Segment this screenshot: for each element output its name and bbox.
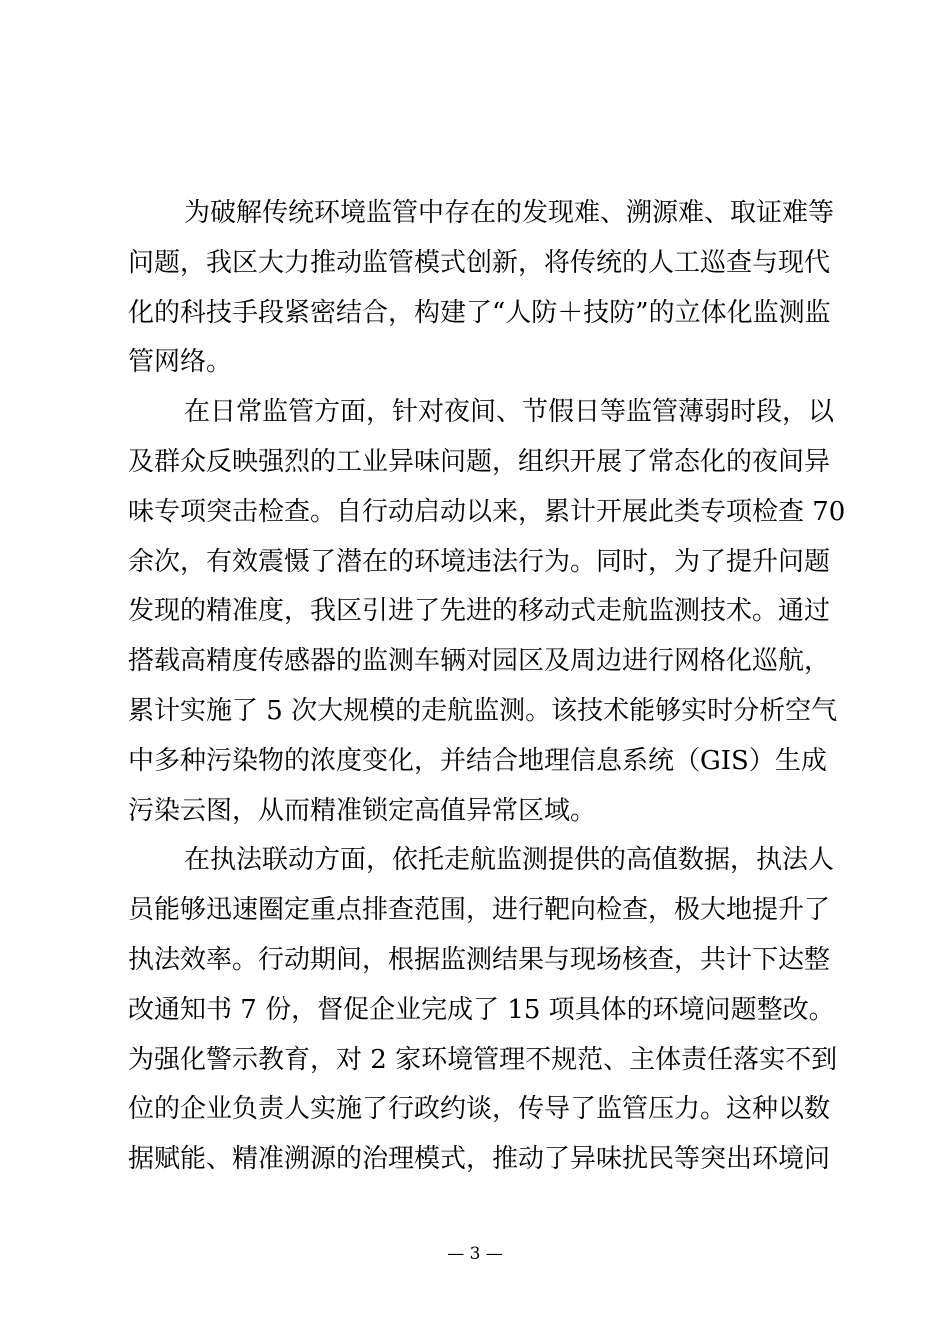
text-line: 累计实施了 5 次大规模的走航监测。该技术能够实时分析空气 [128, 695, 838, 726]
text-line: 发现的精准度，我区引进了先进的移动式走航监测技术。通过 [128, 596, 831, 627]
paragraph [128, 392, 846, 840]
text-line: 余次，有效震慑了潜在的环境违法行为。同时，为了提升问题 [128, 546, 831, 577]
text-line: 改通知书 7 份，督促企业完成了 15 项具体的环境问题整改。 [128, 994, 835, 1025]
text-line: 污染云图，从而精准锁定高值异常区域。 [128, 795, 597, 826]
text-line: 中多种污染物的浓度变化，并结合地理信息系统（GIS）生成 [128, 745, 827, 776]
text-line: 在日常监管方面，针对夜间、节假日等监管薄弱时段，以 [184, 397, 835, 428]
document-body [128, 193, 846, 1189]
text-line: 搭载高精度传感器的监测车辆对园区及周边进行网格化巡航， [128, 646, 831, 677]
text-line: 执法效率。行动期间，根据监测结果与现场核查，共计下达整 [128, 944, 831, 975]
text-line: 管网络。 [128, 347, 233, 378]
paragraph [128, 193, 835, 392]
text-line: 在执法联动方面，依托走航监测提供的高值数据，执法人 [184, 845, 835, 876]
text-line: 员能够迅速圈定重点排查范围，进行靶向检查，极大地提升了 [128, 895, 831, 926]
text-line: 位的企业负责人实施了行政约谈，传导了监管压力。这种以数 [128, 1094, 831, 1125]
text-line: 化的科技手段紧密结合，构建了“人防＋技防”的立体化监测监 [128, 297, 831, 328]
text-line: 为强化警示教育，对 2 家环境管理不规范、主体责任落实不到 [128, 1044, 838, 1075]
page-number: — 3 — [447, 1244, 503, 1264]
text-line: 味专项突击检查。自行动启动以来，累计开展此类专项检查 70 [128, 496, 846, 527]
text-line: 问题，我区大力推动监管模式创新，将传统的人工巡查与现代 [128, 247, 831, 278]
text-line: 据赋能、精准溯源的治理模式，推动了异味扰民等突出环境问 [128, 1144, 831, 1175]
text-line: 及群众反映强烈的工业异味问题，组织开展了常态化的夜间异 [128, 446, 831, 477]
text-line: 为破解传统环境监管中存在的发现难、溯源难、取证难等 [184, 198, 835, 228]
paragraph [128, 840, 838, 1189]
